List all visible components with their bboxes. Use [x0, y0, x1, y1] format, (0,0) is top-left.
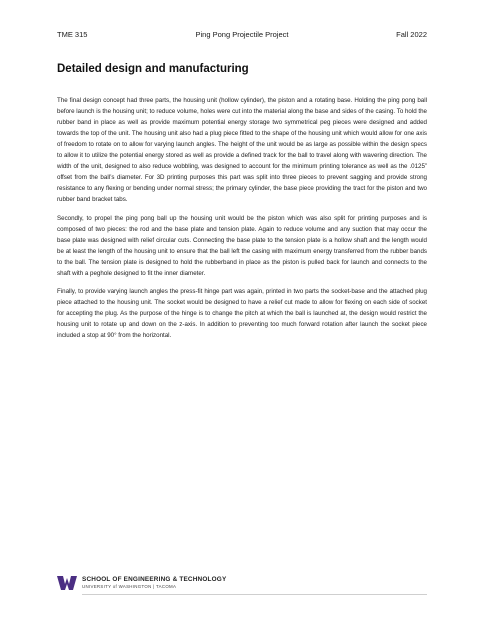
course-code: TME 315 — [57, 30, 88, 39]
uw-w-logo-icon — [57, 576, 77, 590]
paragraph-hinge: Finally, to provide varying launch angles the press-fit hinge part was again, printed in two parts the socket-base and the attached plug piece attached to the housing unit. The socket would be designed to have a relief cut made to allow for flexing on each side of socket for accepting the plug. As the purpose of the hinge is to change the pitch at which the ball is launched at, the design would restrict the housing unit to rotate up and down on the z-axis. In addition to preventing too much forward rotation after launch the socket piece included a stop at 90° from the horizontal. — [57, 288, 427, 339]
page-header — [57, 30, 427, 40]
project-title: Ping Pong Projectile Project — [195, 30, 289, 39]
term-label: Fall 2022 — [396, 30, 427, 39]
footer-divider — [82, 594, 427, 595]
page-footer — [57, 575, 427, 595]
document-body — [57, 95, 427, 349]
paragraph-piston: Secondly, to propel the ping pong ball up the housing unit would be the piston which was also split for printing purposes and is composed of two pieces: the rod and the base plate and tension plate. Again to reduce volume and any suction that may occur the base plate was designed with relief circular cuts. Connecting the base plate to the tension plate is a hollow shaft and the length would be at least the length of the housing unit to ensure that the ball left the casing with maximum energy transferred from the rubber bands to the ball. The tension plate is designed to hold the rubberband in place as the piston is pulled back for launch and connects to the shaft with a peghole designed to fit the inner diameter. — [57, 214, 427, 277]
university-name: UNIVERSITY of WASHINGTON | TACOMA — [82, 584, 177, 589]
footer-text — [82, 576, 226, 590]
section-title: Detailed design and manufacturing — [57, 63, 249, 75]
paragraph-design-concept: The final design concept had three parts, the housing unit (hollow cylinder), the piston and a rotating base. Holding the ping pong ball before launch is the housing unit; to reduce volume, holes were cut into the material along the base and sides of the casing. To hold the rubber band in place as well as provide maximum potential energy storage two symmetrical peg pieces were designed and added towards the top of the unit. The housing unit also had a plug piece fitted to the shape of the housing unit which would allow for one axis of freedom to rotate on to allow for varying launch angles. The height of the unit would be as large as possible within the design specs to allow it to utilize the potential energy stored as well as provide a defined track for the ball to travel along with wavering direction. The width of the unit, designed to also reduce wobbling, was designed to account for the minimum printing tolerance as well as the .0125” offset from the ball’s diameter. For 3D printing purposes this part was split into three pieces to prevent sagging and provide strong resistance to any flexing or bending under normal stress; the primary cylinder, the base piece providing the tract for the piston and two rubber band bracket tabs. — [57, 97, 427, 203]
school-name: SCHOOL OF ENGINEERING & TECHNOLOGY — [82, 576, 227, 583]
